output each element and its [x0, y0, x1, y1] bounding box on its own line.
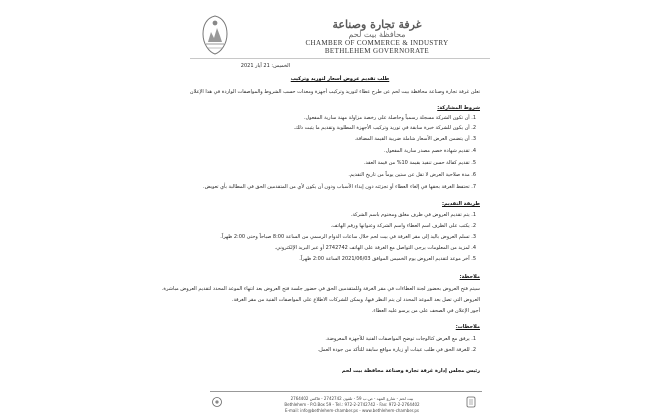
header-divider	[190, 58, 490, 59]
signature-line: رئيس مجلس إدارة غرفة تجارة وصناعة محافظة بيت لحم	[341, 368, 480, 374]
submission-item: 1. يتم تقديم العروض في ظرف مغلق ومختوم باسم الشركة.	[350, 212, 476, 218]
letterhead-governorate-english: BETHLEHEM GOVERNORATE	[324, 47, 430, 55]
submission-item: 5. آخر موعد لتقديم العروض يوم الخميس الموافق 2021/06/03 الساعة 2:00 ظهراً.	[299, 256, 476, 262]
condition-item: 6. مدة صلاحية العرض لا تقل عن ستين يوماً من تاريخ التقديم.	[348, 172, 476, 178]
submission-item: 4. لمزيد من المعلومات يرجى التواصل مع الغرفة على الهاتف 2742742 أو عبر البريد الإلكتروني.	[274, 245, 476, 251]
letter-subject: طلب تقديم عروض أسعار لتوريد وتركيب	[290, 76, 390, 82]
letterhead-name-arabic: غرفة تجارة وصناعة	[332, 18, 422, 31]
conditions-heading: شروط المشاركة:	[437, 105, 480, 111]
condition-item: 7. تحتفظ الغرفة بحقها في إلغاء العطاء أو تجزئته دون إبداء الأسباب ودون أن يكون لأي من المتقدمين الحق في المطالبة بأي تعويض.	[203, 184, 476, 190]
condition-item: 1. أن تكون الشركة مسجلة رسمياً وحاصلة على رخصة مزاولة مهنة سارية المفعول.	[303, 115, 476, 121]
remarks-heading: ملاحظات:	[455, 324, 480, 330]
chamber-logo	[200, 14, 230, 56]
letterhead-name-english: CHAMBER OF COMMERCE & INDUSTRY	[305, 39, 449, 47]
notes-paragraph-line: العروض التي تصل بعد الموعد المحدد لن يتم النظر فيها، ويمكن للشركات الاطلاع على المواصفات الفنية من مقر الغرفة.	[231, 297, 480, 303]
notes-paragraph-line: سيتم فتح العروض بحضور لجنة العطاءات في مقر الغرفة وللمتقدمين الحق في حضور جلسة فتح العروض بعد انتهاء الموعد المحدد لتقديم العروض مباشرة.	[161, 286, 480, 292]
condition-item: 3. أن يتضمن العرض الأسعار شاملة ضريبة القيمة المضافة.	[354, 136, 476, 142]
submission-heading: طريقة التقديم:	[442, 201, 480, 207]
letter-intro: تعلن غرفة تجارة وصناعة محافظة بيت لحم عن طرح عطاء لتوريد وتركيب أجهزة ومعدات حسب الشروط والمواصفات الواردة في هذا الإعلان	[189, 89, 480, 95]
footer-address-english: Bethlehem - P.O.Box 59 - Tel.: 972-2-2742742 - Fax: 972-2-2764402	[284, 402, 420, 407]
submission-item: 2. يكتب على الظرف اسم العطاء واسم الشركة وعنوانها ورقم الهاتف.	[330, 223, 476, 229]
condition-item: 4. تقديم شهادة خصم مصدر سارية المفعول.	[384, 148, 476, 154]
footer-contact: E-mail: info@bethlehem-chamber.ps - www.bethlehem-chamber.ps	[285, 408, 419, 413]
footer-address-arabic: بيت لحم - شارع المهد - ص.ب 59 - تلفون 2742742 - فاكس 2764402	[290, 396, 414, 401]
footer-logo-left	[212, 393, 222, 405]
condition-item: 5. تقديم كفالة حسن تنفيذ بقيمة 10% من قيمة العقد.	[363, 160, 476, 166]
footer-divider	[210, 391, 482, 392]
condition-item: 2. أن يكون للشركة خبرة سابقة في توريد وتركيب الأجهزة المطلوبة وتقديم ما يثبت ذلك.	[293, 125, 476, 131]
letterhead-governorate-arabic: محافظة بيت لحم	[348, 30, 406, 39]
letter-page	[161, 6, 490, 416]
remark-item: 2. للغرفة الحق في طلب عينات أو زيارة مواقع سابقة للتأكد من جودة العمل.	[317, 347, 476, 353]
notes-paragraph-line: أجور الإعلان في الصحف على من يرسو عليه العطاء.	[371, 308, 480, 314]
letter-date: الخميس: 21 آيار 2021	[240, 63, 290, 69]
notes-heading: ملاحظة:	[459, 274, 480, 280]
submission-item: 3. تسلم العروض باليد إلى مقر الغرفة في بيت لحم خلال ساعات الدوام الرسمي من الساعة 8:00 صباحاً وحتى 2:00 ظهراً.	[220, 234, 476, 240]
remark-item: 1. يرفق مع العرض كتالوجات توضح المواصفات الفنية للأجهزة المعروضة.	[325, 336, 476, 342]
